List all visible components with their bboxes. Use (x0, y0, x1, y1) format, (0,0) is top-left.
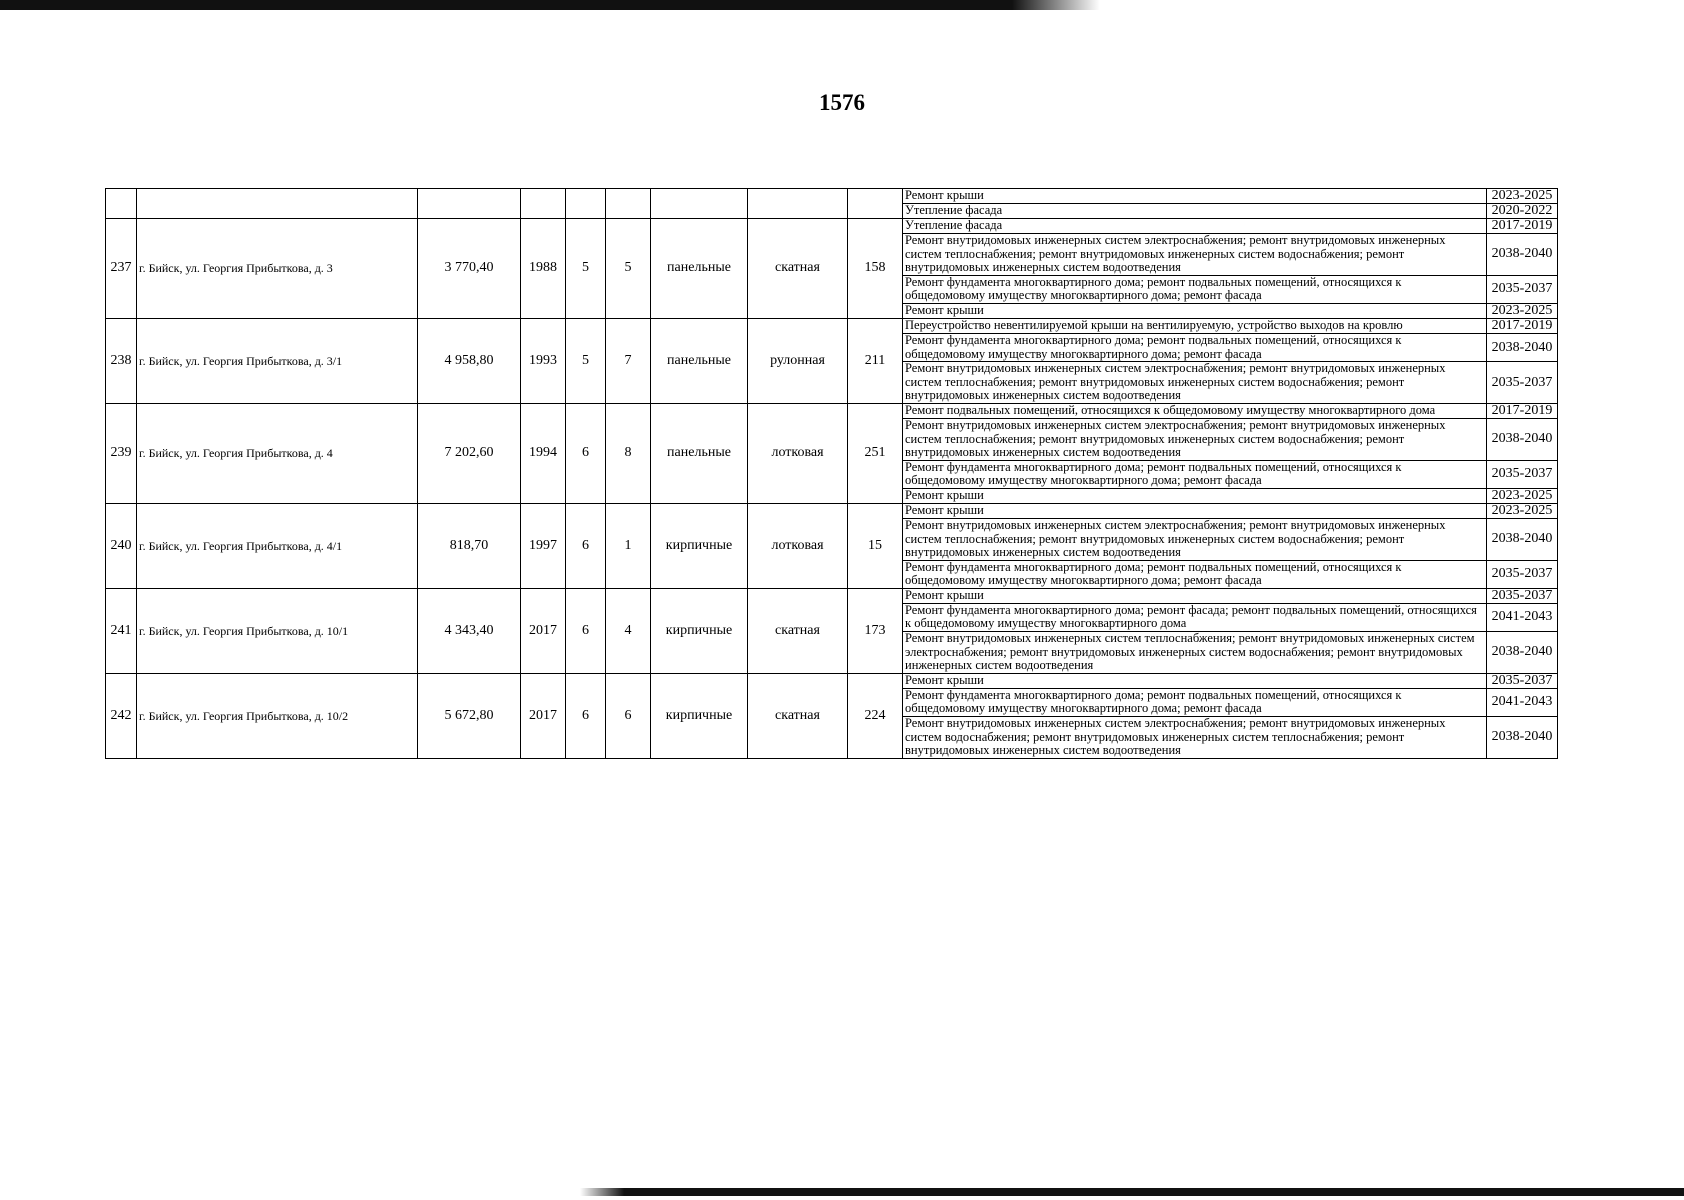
house-address: г. Бийск, ул. Георгия Прибыткова, д. 10/1 (137, 588, 418, 673)
house-roof-type-empty (748, 189, 848, 219)
house-year: 1988 (521, 219, 566, 319)
work-description: Ремонт внутридомовых инженерных систем электроснабжения; ремонт внутридомовых инженерных систем теплоснабжения; ремонт внутридомовых инженерных систем водоснабжения; ремонт внутридомовых инженерных систем водоотведения (903, 518, 1487, 560)
work-description: Ремонт крыши (903, 503, 1487, 518)
house-area: 818,70 (418, 503, 521, 588)
house-address: г. Бийск, ул. Георгия Прибыткова, д. 4 (137, 403, 418, 503)
work-description: Ремонт внутридомовых инженерных систем теплоснабжения; ремонт внутридомовых инженерных систем электроснабжения; ремонт внутридомовых инженерных систем водоснабжения; ремонт внутридомовых инженерных систем водоотведения (903, 632, 1487, 674)
work-period: 2035-2037 (1487, 275, 1558, 303)
house-area: 5 672,80 (418, 673, 521, 758)
work-description: Ремонт фундамента многоквартирного дома; ремонт фасада; ремонт подвальных помещений, относящихся к общедомовому имуществу многоквартирного дома (903, 603, 1487, 631)
house-year: 1997 (521, 503, 566, 588)
house-residents: 158 (848, 219, 903, 319)
work-period: 2041-2043 (1487, 603, 1558, 631)
house-residents: 251 (848, 403, 903, 503)
work-description: Ремонт крыши (903, 189, 1487, 204)
house-wall-material: панельные (651, 403, 748, 503)
house-number: 237 (106, 219, 137, 319)
house-year: 1994 (521, 403, 566, 503)
house-year: 2017 (521, 673, 566, 758)
house-roof-type: скатная (748, 673, 848, 758)
work-period: 2017-2019 (1487, 403, 1558, 418)
work-period: 2038-2040 (1487, 632, 1558, 674)
table-row (106, 189, 1558, 204)
work-period: 2035-2037 (1487, 362, 1558, 404)
house-year-empty (521, 189, 566, 219)
house-roof-type: лотковая (748, 503, 848, 588)
house-entrances: 8 (606, 403, 651, 503)
work-period: 2020-2022 (1487, 204, 1558, 219)
house-residents: 211 (848, 318, 903, 403)
house-address-empty (137, 189, 418, 219)
work-period: 2035-2037 (1487, 673, 1558, 688)
house-roof-type: скатная (748, 588, 848, 673)
house-wall-material: кирпичные (651, 503, 748, 588)
house-wall-material: панельные (651, 318, 748, 403)
work-description: Ремонт фундамента многоквартирного дома; ремонт подвальных помещений, относящихся к общедомовому имуществу многоквартирного дома; ремонт фасада (903, 333, 1487, 361)
house-address: г. Бийск, ул. Георгия Прибыткова, д. 3/1 (137, 318, 418, 403)
house-number: 241 (106, 588, 137, 673)
work-period: 2035-2037 (1487, 560, 1558, 588)
work-description: Ремонт фундамента многоквартирного дома; ремонт подвальных помещений, относящихся к общедомовому имуществу многоквартирного дома; ремонт фасада (903, 275, 1487, 303)
work-description: Переустройство невентилируемой крыши на вентилируемую, устройство выходов на кровлю (903, 318, 1487, 333)
work-period: 2017-2019 (1487, 219, 1558, 234)
house-area: 3 770,40 (418, 219, 521, 319)
work-description: Утепление фасада (903, 219, 1487, 234)
house-number: 240 (106, 503, 137, 588)
house-floors: 6 (566, 503, 606, 588)
work-period: 2023-2025 (1487, 189, 1558, 204)
work-period: 2017-2019 (1487, 318, 1558, 333)
house-floors: 6 (566, 403, 606, 503)
table-row (106, 503, 1558, 518)
house-entrances-empty (606, 189, 651, 219)
house-entrances: 5 (606, 219, 651, 319)
house-area: 4 958,80 (418, 318, 521, 403)
work-description: Ремонт внутридомовых инженерных систем электроснабжения; ремонт внутридомовых инженерных систем теплоснабжения; ремонт внутридомовых инженерных систем водоснабжения; ремонт внутридомовых инженерных систем водоотведения (903, 234, 1487, 276)
house-entrances: 7 (606, 318, 651, 403)
house-number: 242 (106, 673, 137, 758)
house-entrances: 1 (606, 503, 651, 588)
page-number: 1576 (819, 90, 865, 115)
work-period: 2038-2040 (1487, 333, 1558, 361)
house-floors: 5 (566, 318, 606, 403)
house-wall-material: кирпичные (651, 588, 748, 673)
house-year: 2017 (521, 588, 566, 673)
work-description: Утепление фасада (903, 204, 1487, 219)
work-period: 2038-2040 (1487, 418, 1558, 460)
house-roof-type: лотковая (748, 403, 848, 503)
house-address: г. Бийск, ул. Георгия Прибыткова, д. 4/1 (137, 503, 418, 588)
work-description: Ремонт крыши (903, 488, 1487, 503)
house-residents-empty (848, 189, 903, 219)
house-year: 1993 (521, 318, 566, 403)
house-address: г. Бийск, ул. Георгия Прибыткова, д. 3 (137, 219, 418, 319)
house-entrances: 4 (606, 588, 651, 673)
housing-register-table (105, 188, 1558, 759)
house-wall-material: панельные (651, 219, 748, 319)
work-description: Ремонт крыши (903, 588, 1487, 603)
work-period: 2038-2040 (1487, 518, 1558, 560)
house-floors-empty (566, 189, 606, 219)
table-row (106, 403, 1558, 418)
work-period: 2038-2040 (1487, 717, 1558, 759)
work-description: Ремонт подвальных помещений, относящихся к общедомовому имуществу многоквартирного дома (903, 403, 1487, 418)
house-address: г. Бийск, ул. Георгия Прибыткова, д. 10/2 (137, 673, 418, 758)
work-description: Ремонт внутридомовых инженерных систем электроснабжения; ремонт внутридомовых инженерных систем теплоснабжения; ремонт внутридомовых инженерных систем водоснабжения; ремонт внутридомовых инженерных систем водоотведения (903, 362, 1487, 404)
house-floors: 6 (566, 588, 606, 673)
work-period: 2038-2040 (1487, 234, 1558, 276)
house-residents: 173 (848, 588, 903, 673)
house-wall-material: кирпичные (651, 673, 748, 758)
table-row (106, 219, 1558, 234)
scan-edge-top (0, 0, 1100, 10)
register-body (106, 189, 1558, 759)
table-row (106, 588, 1558, 603)
house-wall-material-empty (651, 189, 748, 219)
house-floors: 6 (566, 673, 606, 758)
work-description: Ремонт крыши (903, 673, 1487, 688)
work-description: Ремонт фундамента многоквартирного дома; ремонт подвальных помещений, относящихся к общедомовому имуществу многоквартирного дома; ремонт фасада (903, 688, 1487, 716)
house-floors: 5 (566, 219, 606, 319)
work-description: Ремонт внутридомовых инженерных систем электроснабжения; ремонт внутридомовых инженерных систем теплоснабжения; ремонт внутридомовых инженерных систем водоснабжения; ремонт внутридомовых инженерных систем водоотведения (903, 418, 1487, 460)
house-residents: 15 (848, 503, 903, 588)
work-period: 2035-2037 (1487, 588, 1558, 603)
house-area: 7 202,60 (418, 403, 521, 503)
work-period: 2041-2043 (1487, 688, 1558, 716)
house-number-empty (106, 189, 137, 219)
work-period: 2023-2025 (1487, 503, 1558, 518)
house-roof-type: скатная (748, 219, 848, 319)
house-area-empty (418, 189, 521, 219)
house-roof-type: рулонная (748, 318, 848, 403)
house-number: 238 (106, 318, 137, 403)
scan-edge-bottom (580, 1188, 1684, 1196)
house-entrances: 6 (606, 673, 651, 758)
work-description: Ремонт фундамента многоквартирного дома; ремонт подвальных помещений, относящихся к общедомовому имуществу многоквартирного дома; ремонт фасада (903, 460, 1487, 488)
house-residents: 224 (848, 673, 903, 758)
house-number: 239 (106, 403, 137, 503)
work-period: 2023-2025 (1487, 303, 1558, 318)
work-description: Ремонт крыши (903, 303, 1487, 318)
work-period: 2023-2025 (1487, 488, 1558, 503)
work-description: Ремонт внутридомовых инженерных систем электроснабжения; ремонт внутридомовых инженерных систем водоснабжения; ремонт внутридомовых инженерных систем теплоснабжения; ремонт внутридомовых инженерных систем водоотведения (903, 717, 1487, 759)
work-description: Ремонт фундамента многоквартирного дома; ремонт подвальных помещений, относящихся к общедомовому имуществу многоквартирного дома; ремонт фасада (903, 560, 1487, 588)
work-period: 2035-2037 (1487, 460, 1558, 488)
table-row (106, 318, 1558, 333)
house-area: 4 343,40 (418, 588, 521, 673)
table-row (106, 673, 1558, 688)
